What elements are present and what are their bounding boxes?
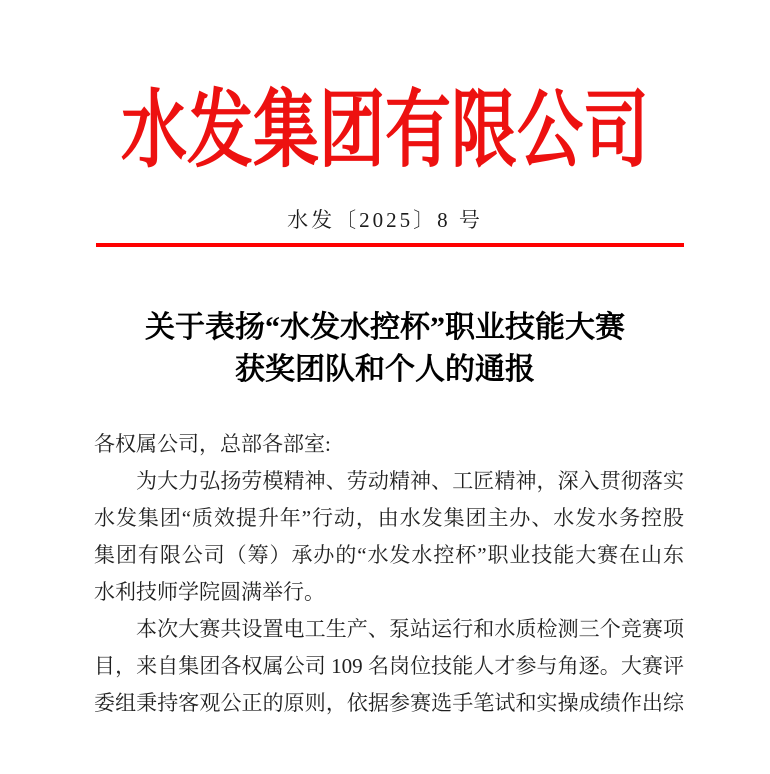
body-line: 集团有限公司（筹）承办的“水发水控杯”职业技能大赛在山东	[94, 543, 684, 567]
body-line: 水发集团“质效提升年”行动，由水发集团主办、水发水务控股	[94, 506, 684, 530]
letterhead-org-title: 水发集团有限公司	[121, 84, 649, 179]
red-separator-rule	[96, 243, 684, 247]
notice-title-line1: 关于表扬“水发水控杯”职业技能大赛	[145, 311, 625, 344]
document-number: 水发〔2025〕8 号	[287, 208, 483, 232]
body-line: 委组秉持客观公正的原则，依据参赛选手笔试和实操成绩作出综	[94, 691, 684, 715]
body-line: 目，来自集团各权属公司 109 名岗位技能人才参与角逐。大赛评	[94, 654, 684, 678]
document-body	[94, 426, 684, 722]
body-line: 水利技师学院圆满举行。	[94, 580, 325, 604]
salutation-line: 各权属公司，总部各部室:	[94, 432, 331, 456]
body-line: 为大力弘扬劳模精神、劳动精神、工匠精神，深入贯彻落实	[136, 469, 684, 493]
notice-title	[0, 307, 770, 391]
body-line: 本次大赛共设置电工生产、泵站运行和水质检测三个竞赛项	[136, 617, 684, 641]
notice-title-line2: 获奖团队和个人的通报	[235, 353, 535, 386]
